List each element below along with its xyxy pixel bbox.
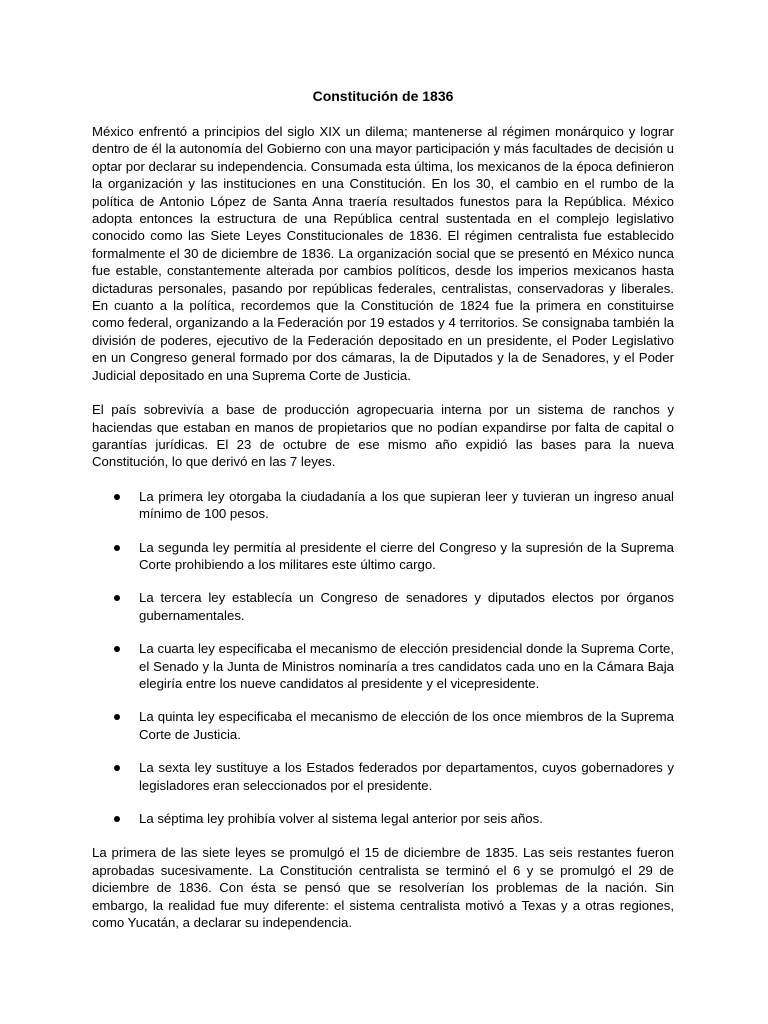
- bullet-icon: [114, 646, 120, 652]
- list-item-text: La séptima ley prohibía volver al sistema legal anterior por seis años.: [139, 811, 543, 826]
- paragraph-intro: México enfrentó a principios del siglo XIX un dilema; mantenerse al régimen monárquico y lograr dentro de él la autonomía del Gobierno con una mayor participación y más facultades de decisión u optar por declarar su independencia. Consumada esta última, los mexicanos de la época definieron la organización y las instituciones en una Constitución. En los 30, el cambio en el rumbo de la política de Antonio López de Santa Anna traería resultados funestos para la República. México adopta entonces la estructura de una República central sustentada en el complejo legislativo conocido como las Siete Leyes Constitucionales de 1836. El régimen centralista fue establecido formalmente el 30 de diciembre de 1836. La organización social que se presentó en México nunca fue estable, constantemente alterada por cambios políticos, desde los imperios mexicanos hasta dictaduras personales, pasando por repúblicas federales, centralistas, conservadoras y liberales. En cuanto a la política, recordemos que la Constitución de 1824 fue la primera en constituirse como federal, organizando a la Federación por 19 estados y 4 territorios. Se consignaba también la división de poderes, ejecutivo de la Federación depositado en un presidente, el Poder Legislativo en un Congreso general formado por dos cámaras, la de Diputados y la de Senadores, y el Poder Judicial depositado en una Suprema Corte de Justicia.: [92, 124, 674, 383]
- list-item-text: La cuarta ley especificaba el mecanismo de elección presidencial donde la Suprema Corte, el Senado y la Junta de Ministros nominaría a tres candidatos cada uno en la Cámara Baja elegiría entre los nueve candidatos al presidente y el vicepresidente.: [139, 641, 674, 691]
- list-item-law-5: [92, 708, 674, 743]
- list-item-text: La quinta ley especificaba el mecanismo de elección de los once miembros de la Suprema Corte de Justicia.: [139, 709, 674, 742]
- list-item-law-1: [92, 488, 674, 523]
- laws-list: [92, 488, 674, 828]
- bullet-icon: [114, 494, 120, 500]
- bullet-icon: [114, 545, 120, 551]
- list-item-law-6: [92, 759, 674, 794]
- bullet-icon: [114, 595, 120, 601]
- list-item-law-4: [92, 640, 674, 692]
- list-item-text: La segunda ley permitía al presidente el cierre del Congreso y la supresión de la Suprema Corte prohibiendo a los militares este último cargo.: [139, 539, 674, 572]
- bullet-icon: [114, 714, 120, 720]
- document-page: [92, 86, 674, 931]
- list-item-law-7: [92, 810, 674, 827]
- list-item-law-2: [92, 539, 674, 574]
- list-item-text: La primera ley otorgaba la ciudadanía a los que supieran leer y tuvieran un ingreso anual mínimo de 100 pesos.: [139, 488, 674, 522]
- document-title: Constitución de 1836: [312, 88, 454, 104]
- list-item-law-3: [92, 589, 674, 624]
- list-item-text: La tercera ley establecía un Congreso de senadores y diputados electos por órganos gubernamentales.: [139, 590, 674, 623]
- bullet-icon: [114, 765, 120, 771]
- bullet-icon: [114, 816, 120, 822]
- list-item-text: La sexta ley sustituye a los Estados federados por departamentos, cuyos gobernadores y legisladores eran seleccionados por el presidente.: [139, 760, 674, 793]
- paragraph-economy: El país sobrevivía a base de producción agropecuaria interna por un sistema de ranchos y haciendas que estaban en manos de propietarios que no podían expandirse por falta de capital o garantías jurídicas. El 23 de octubre de ese mismo año expidió las bases para la nueva Constitución, lo que derivó en las 7 leyes.: [92, 402, 674, 470]
- paragraph-conclusion: La primera de las siete leyes se promulgó el 15 de diciembre de 1835. Las seis restantes fueron aprobadas sucesivamente. La Constitución centralista se terminó el 6 y se promulgó el 29 de diciembre de 1836. Con ésta se pensó que se resolverían los problemas de la nación. Sin embargo, la realidad fue muy diferente: el sistema centralista motivó a Texas y a otras regiones, como Yucatán, a declarar su independencia.: [92, 845, 674, 931]
